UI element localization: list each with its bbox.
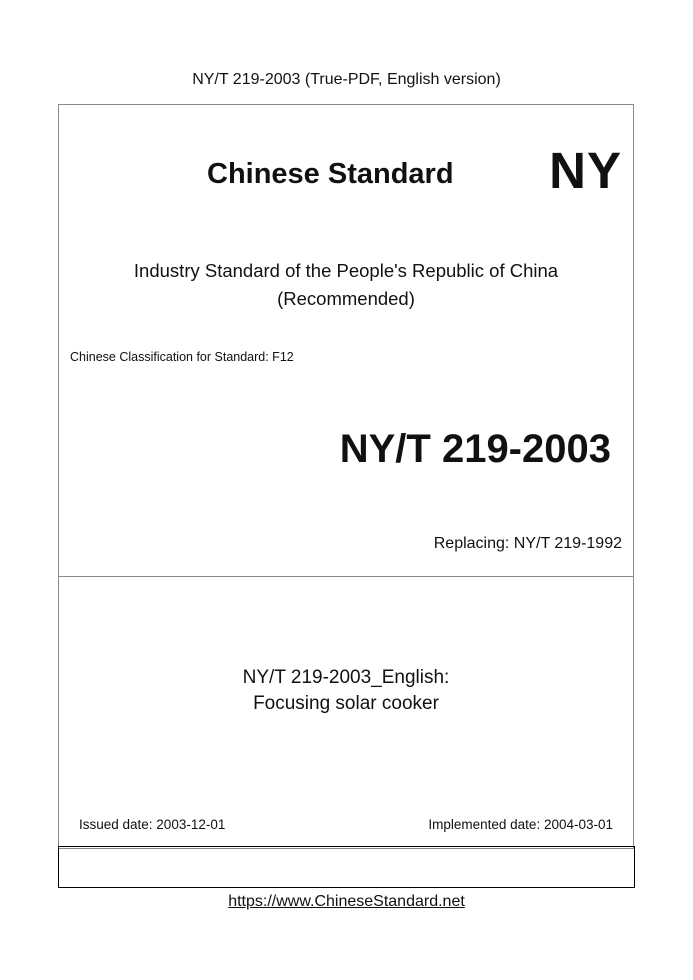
cover-title: Chinese Standard	[207, 158, 454, 190]
document-section	[59, 577, 633, 848]
standard-code: NY	[549, 142, 622, 199]
implemented-date: Implemented date: 2004-03-01	[428, 817, 613, 832]
replacing-label: Replacing: NY/T 219-1992	[433, 535, 622, 552]
bottom-empty-box	[58, 846, 635, 888]
classification-label: Chinese Classification for Standard: F12	[70, 350, 294, 364]
document-title-line-1: NY/T 219-2003_English:	[242, 667, 450, 688]
document-title	[59, 665, 633, 717]
subtitle-line-1: Industry Standard of the People's Republic of China	[133, 260, 559, 281]
subtitle-line-2: (Recommended)	[277, 288, 415, 309]
cover-frame	[58, 104, 634, 849]
document-title-line-2: Focusing solar cooker	[253, 693, 439, 714]
issued-date: Issued date: 2003-12-01	[79, 817, 226, 832]
footer	[0, 893, 693, 911]
cover-top-section	[59, 105, 633, 577]
website-link[interactable]: https://www.ChineseStandard.net	[228, 893, 465, 910]
standard-number: NY/T 219-2003	[339, 427, 611, 471]
cover-subtitle	[59, 257, 633, 313]
page-header: NY/T 219-2003 (True-PDF, English version)	[192, 71, 501, 88]
